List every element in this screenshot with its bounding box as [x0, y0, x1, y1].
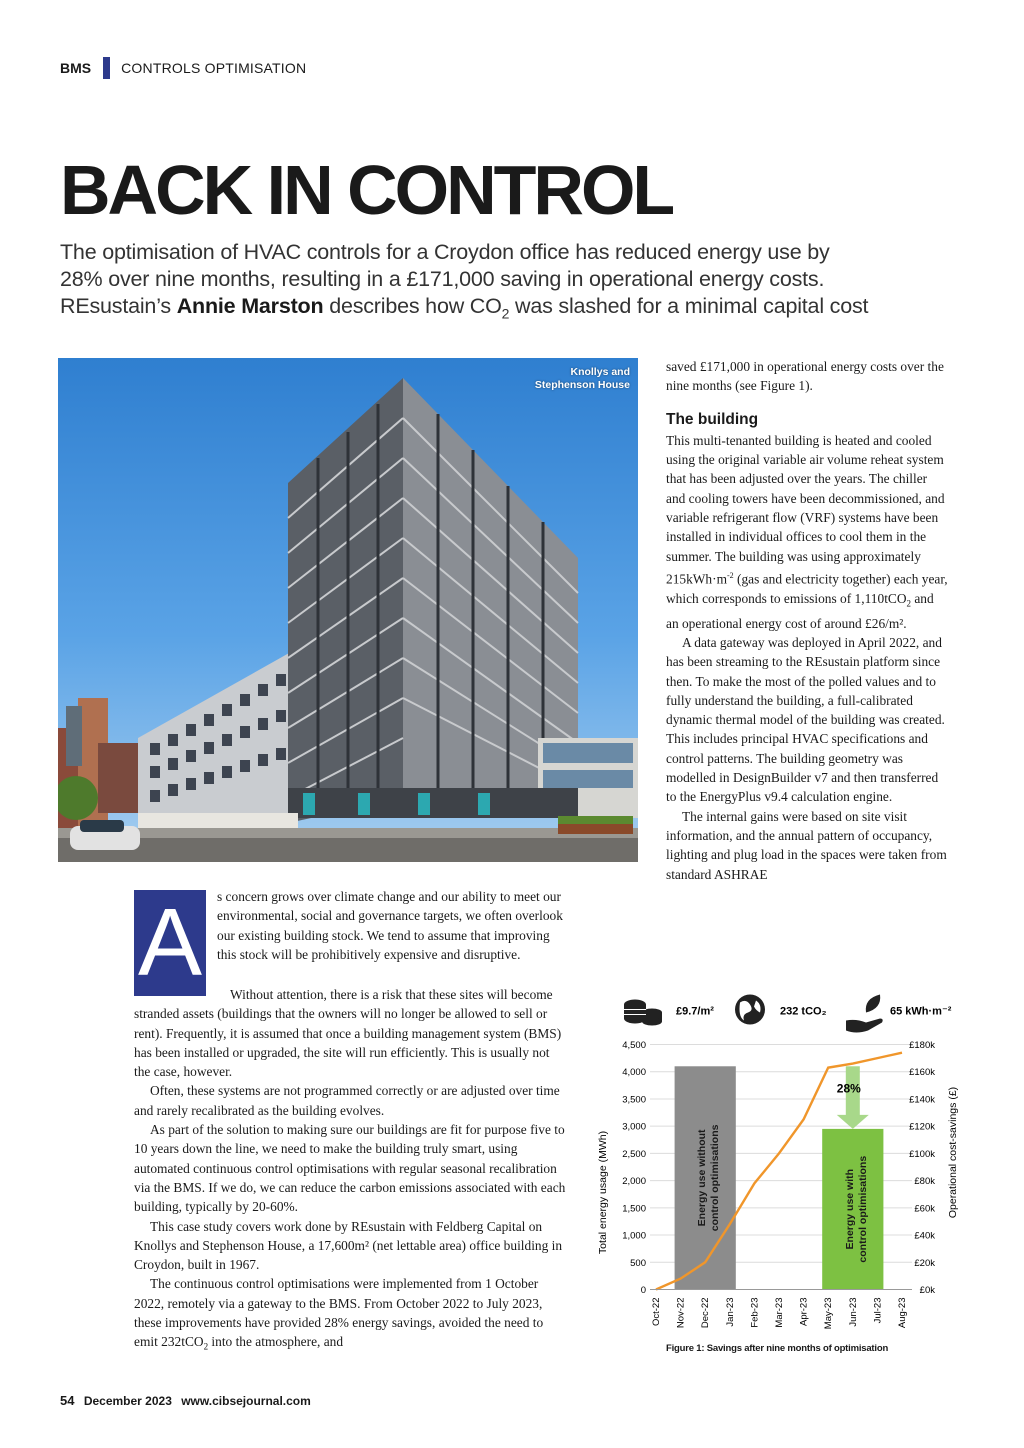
body-text: This multi-tenanted building is heated and cooled using the original variable air volume reheat system that has been adjusted over the years. The chiller and cooling towers have been decommissioned, and variable refrigerant flow (VRF) systems have been installed in individual offices to cool them in the summer. The building was using approximately 215kWh·m	[666, 432, 945, 587]
y-tick-label: 500	[630, 1257, 646, 1269]
y2-tick-label: £140k	[909, 1094, 935, 1106]
standfirst-text: REsustain’s	[60, 294, 177, 318]
bar-label	[696, 1124, 721, 1231]
standfirst	[60, 239, 940, 327]
body-paragraph	[666, 431, 948, 633]
bar-label-line: Energy use without	[696, 1129, 709, 1227]
subheading: The building	[666, 410, 759, 428]
drop-cap: A	[134, 890, 206, 996]
savings-arrow	[837, 1066, 869, 1129]
y2-tick-label: £160k	[909, 1067, 935, 1079]
intro-paragraph	[217, 887, 567, 964]
body-paragraph: This case study covers work done by REsustain with Feldberg Capital on Knollys and Stephenson House, a 17,600m² (net lettable area) office building in Croydon, built in 1967.	[134, 1218, 563, 1273]
y2-tick-label: £180k	[909, 1040, 935, 1051]
photo-caption	[535, 366, 630, 392]
body-paragraph: s concern grows over climate change and our ability to meet our environmental, social and governance targets, we often overlook our existing building stock. We tend to assume that improving this stock will be prohibitively expensive and disruptive.	[217, 889, 563, 962]
x-tick-label: May-23	[823, 1297, 835, 1330]
y-tick-label: 4,500	[622, 1040, 646, 1051]
x-ticks	[650, 1290, 912, 1330]
y2-tick-label: £120k	[909, 1121, 935, 1133]
author-name: Annie Marston	[176, 294, 324, 318]
right-column	[666, 357, 948, 884]
superscript: -2	[727, 570, 734, 580]
left-column	[134, 985, 568, 1357]
standfirst-text: was slashed for a minimal capital cost	[509, 294, 869, 318]
arrow-head	[837, 1115, 869, 1129]
y2-tick-label: £20k	[914, 1257, 935, 1269]
caption-line: Knollys and	[570, 366, 630, 378]
headline: BACK IN CONTROL	[60, 151, 673, 229]
coins-icon	[624, 1000, 662, 1026]
bar-label-line: Energy use with	[843, 1168, 856, 1250]
savings-chart	[590, 985, 970, 1360]
x-tick-label: Oct-22	[651, 1297, 662, 1327]
website: www.cibsejournal.com	[181, 1394, 311, 1408]
x-tick-label: Nov-22	[675, 1297, 687, 1329]
body-text: The continuous control optimisations were implemented from 1 October 2022, remotely via a gateway to the BMS. From October 2022 to July 2023, these improvements have provided 28% energy savings, avoided the need to emit 232tCO	[134, 1276, 544, 1350]
body-text: and an operational energy cost of around £26/m².	[666, 590, 934, 631]
y2-tick-label: £40k	[914, 1230, 935, 1242]
section-label: BMS	[60, 60, 92, 76]
body-paragraph: saved £171,000 in operational energy costs over the nine months (see Figure 1).	[666, 359, 944, 394]
y2-tick-label: £0k	[919, 1285, 935, 1296]
y2-ticks	[909, 1040, 935, 1296]
y-tick-label: 2,500	[622, 1148, 646, 1160]
body-paragraph: Often, these systems are not programmed correctly or are adjusted over time and rarely recalibrated as the building evolves.	[134, 1083, 560, 1118]
bar-label-line: control optimisations	[856, 1155, 869, 1263]
y-tick-label: 0	[640, 1285, 646, 1296]
y-axis-label: Total energy usage (MWh)	[597, 1130, 609, 1255]
page-number: 54	[60, 1393, 75, 1408]
figure-caption: Figure 1: Savings after nine months of optimisation	[666, 1343, 889, 1354]
body-paragraph	[134, 1274, 568, 1357]
bar-label	[844, 1156, 869, 1263]
body-paragraph: A data gateway was deployed in April 2022, and has been streaming to the REsustain platform since then. To make the most of the polled values and to fully understand the building, a full-calibrated dynamic thermal model of the building was created. This includes principal HVAC specifications and control patterns. The building geometry was modelled in DesignBuilder v7 and then transferred to the EnergyPlus v9.4 calculation engine.	[666, 635, 945, 805]
y2-tick-label: £60k	[914, 1203, 935, 1215]
page-footer	[60, 1393, 311, 1408]
body-paragraph: Without attention, there is a risk that these sites will become stranded assets (buildings that the owners will no longer be allowed to sell or rent). Frequently, it is assumed that once a building management system (BMS) has been installed or upgraded, the site will run efficiently. This is usually not the case, however.	[134, 987, 562, 1080]
x-tick-label: Jun-23	[847, 1297, 859, 1327]
body-text: (gas and electricity together) each year, which corresponds to emissions of 1,110tCO	[666, 571, 948, 606]
building-illustration	[58, 358, 638, 862]
savings-percent: 28%	[836, 1081, 861, 1096]
standfirst-line: The optimisation of HVAC controls for a Croydon office has reduced energy use by	[60, 240, 830, 264]
stat-co2: 232 tCO₂	[780, 1005, 827, 1018]
section-tag	[60, 58, 306, 78]
y-tick-label: 4,000	[622, 1067, 646, 1079]
stat-cost: £9.7/m²	[676, 1005, 714, 1018]
x-tick-label: Feb-23	[749, 1297, 761, 1328]
subscript: 2	[501, 305, 510, 322]
body-paragraph: The internal gains were based on site visit information, and the annual pattern of occupancy, lighting and plug load in the spaces were taken from standard ASHRAE	[666, 808, 947, 882]
y2-axis-label: Operational cost-savings (£)	[947, 1086, 959, 1219]
standfirst-line: 28% over nine months, resulting in a £171,000 saving in operational energy costs.	[60, 267, 825, 291]
x-tick-label: Mar-23	[774, 1297, 785, 1328]
x-tick-label: Dec-22	[700, 1297, 712, 1329]
y-tick-label: 3,500	[622, 1094, 646, 1106]
y2-tick-label: £80k	[914, 1176, 935, 1188]
caption-line: Stephenson House	[534, 379, 630, 391]
x-tick-label: Jan-23	[724, 1297, 736, 1327]
category-label: CONTROLS OPTIMISATION	[121, 60, 307, 76]
x-tick-label: Apr-23	[798, 1297, 810, 1327]
y2-tick-label: £100k	[909, 1148, 935, 1160]
subscript: 2	[906, 598, 912, 609]
section-divider	[103, 57, 110, 79]
y-tick-label: 2,000	[622, 1176, 646, 1188]
y-tick-label: 1,000	[622, 1230, 646, 1242]
standfirst-text: describes how CO	[323, 294, 502, 318]
y-tick-label: 1,500	[622, 1203, 646, 1215]
standfirst-line	[60, 293, 940, 327]
body-text: into the atmosphere, and	[208, 1334, 344, 1350]
body-paragraph: As part of the solution to making sure our buildings are fit for purpose five to 10 years down the line, we need to make the building truly smart, using automated continuous control optimisations with regular seasonal recalibration via the BMS. If we do, we can reduce the carbon emissions associated with each building, typically by 20-60%.	[134, 1122, 566, 1215]
x-tick-label: Jul-23	[872, 1297, 884, 1324]
building-photo	[58, 358, 638, 862]
y-tick-label: 3,000	[622, 1121, 646, 1133]
bar-label-line: control optimisations	[709, 1124, 722, 1232]
stat-energy: 65 kWh·m⁻²	[890, 1005, 952, 1018]
subscript: 2	[203, 1342, 209, 1353]
y-ticks	[622, 1040, 646, 1296]
globe-icon	[735, 995, 765, 1025]
issue-date: December 2023	[83, 1394, 172, 1408]
x-tick-label: Aug-23	[897, 1297, 908, 1329]
hand-leaf-icon	[846, 995, 883, 1033]
